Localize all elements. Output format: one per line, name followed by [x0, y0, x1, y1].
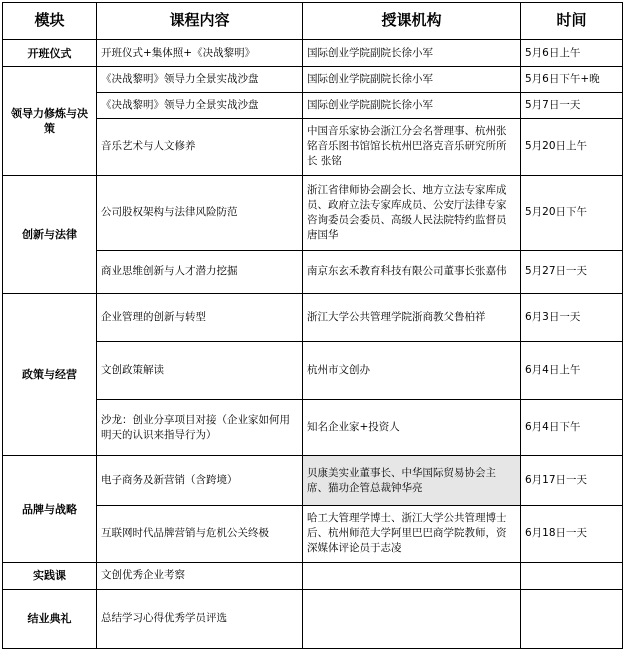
content-cell: 沙龙：创业分享项目对接（企业家如何用明天的认识来指导行为） — [97, 400, 303, 456]
table-row — [3, 176, 623, 251]
org-cell: 知名企业家+投资人 — [303, 400, 521, 456]
table-row — [3, 456, 623, 505]
course-schedule-table — [2, 2, 623, 649]
time-cell: 5月27日一天 — [521, 250, 623, 293]
org-cell: 中国音乐家协会浙江分会名誉理事、杭州张铭音乐图书馆馆长杭州巴洛克音乐研究所所长 张铭 — [303, 118, 521, 175]
org-cell: 哈工大管理学博士、浙江大学公共管理博士后、杭州师范大学阿里巴巴商学院教师，资深媒体评论员于志凌 — [303, 505, 521, 562]
org-cell: 国际创业学院副院长徐小军 — [303, 67, 521, 93]
content-cell: 商业思维创新与人才潜力挖掘 — [97, 250, 303, 293]
module-cell: 创新与法律 — [3, 176, 97, 294]
org-cell: 浙江大学公共管理学院浙商教父鲁柏祥 — [303, 293, 521, 341]
header-module: 模块 — [3, 3, 97, 40]
content-cell: 电子商务及新营销（含跨境） — [97, 456, 303, 505]
org-cell: 国际创业学院副院长徐小军 — [303, 93, 521, 119]
time-cell: 5月20日下午 — [521, 176, 623, 251]
table-row — [3, 562, 623, 589]
table-row — [3, 67, 623, 93]
time-cell — [521, 562, 623, 589]
time-cell: 5月6日上午 — [521, 39, 623, 67]
org-cell: 贝康美实业董事长、中华国际贸易协会主席、猫功企管总裁钟华亮 — [303, 456, 521, 505]
header-row — [3, 3, 623, 40]
time-cell: 5月20日上午 — [521, 118, 623, 175]
module-cell: 实践课 — [3, 562, 97, 589]
content-cell: 企业管理的创新与转型 — [97, 293, 303, 341]
org-cell: 南京东玄禾教育科技有限公司董事长张嘉伟 — [303, 250, 521, 293]
module-cell: 开班仪式 — [3, 39, 97, 67]
header-time: 时间 — [521, 3, 623, 40]
time-cell: 6月4日下午 — [521, 400, 623, 456]
org-cell: 杭州市文创办 — [303, 341, 521, 399]
module-cell: 品牌与战略 — [3, 456, 97, 562]
content-cell: 总结学习心得优秀学员评选 — [97, 589, 303, 648]
time-cell: 6月17日一天 — [521, 456, 623, 505]
time-cell: 5月6日下午+晚 — [521, 67, 623, 93]
time-cell: 5月7日一天 — [521, 93, 623, 119]
module-cell: 领导力修炼与决策 — [3, 67, 97, 176]
content-cell: 文创政策解读 — [97, 341, 303, 399]
time-cell: 6月4日上午 — [521, 341, 623, 399]
content-cell: 开班仪式+集体照+《决战黎明》 — [97, 39, 303, 67]
header-content: 课程内容 — [97, 3, 303, 40]
content-cell: 《决战黎明》领导力全景实战沙盘 — [97, 93, 303, 119]
content-cell: 《决战黎明》领导力全景实战沙盘 — [97, 67, 303, 93]
org-cell: 浙江省律师协会副会长、地方立法专家库成员、政府立法专家库成员、公安厅法律专家咨询委员会委员、高级人民法院特约监督员 唐国华 — [303, 176, 521, 251]
content-cell: 文创优秀企业考察 — [97, 562, 303, 589]
table-row — [3, 39, 623, 67]
time-cell: 6月3日一天 — [521, 293, 623, 341]
table-row — [3, 589, 623, 648]
module-cell: 结业典礼 — [3, 589, 97, 648]
org-cell — [303, 589, 521, 648]
module-cell: 政策与经营 — [3, 293, 97, 456]
content-cell: 公司股权架构与法律风险防范 — [97, 176, 303, 251]
org-cell — [303, 562, 521, 589]
content-cell: 音乐艺术与人文修养 — [97, 118, 303, 175]
time-cell: 6月18日一天 — [521, 505, 623, 562]
table-row — [3, 293, 623, 341]
org-cell: 国际创业学院副院长徐小军 — [303, 39, 521, 67]
time-cell — [521, 589, 623, 648]
header-org: 授课机构 — [303, 3, 521, 40]
content-cell: 互联网时代品牌营销与危机公关终极 — [97, 505, 303, 562]
